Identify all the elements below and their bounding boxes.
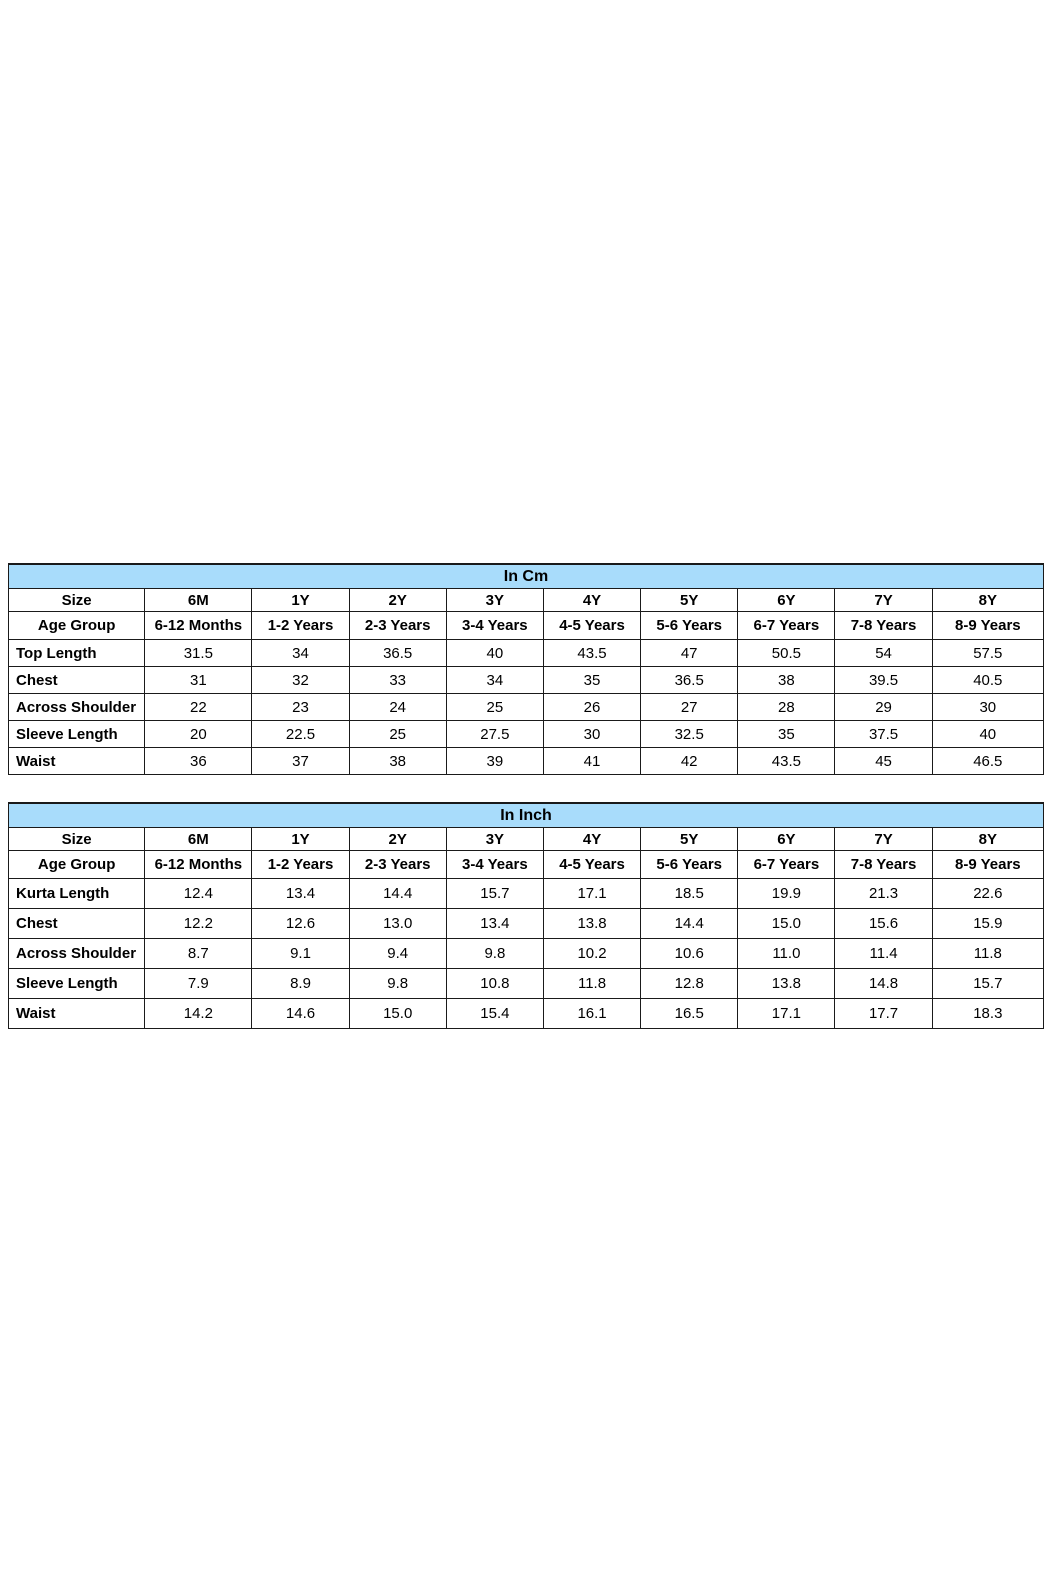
measurement-value: 36.5 bbox=[349, 640, 446, 667]
measurement-value: 17.1 bbox=[543, 879, 640, 909]
measurement-value: 23 bbox=[252, 694, 349, 721]
age-group-row bbox=[9, 851, 1044, 879]
measurement-label: Chest bbox=[9, 909, 145, 939]
age-group-cell: 1-2 Years bbox=[252, 851, 349, 879]
measurement-value: 30 bbox=[543, 721, 640, 748]
measurement-value: 12.8 bbox=[641, 969, 738, 999]
measurement-value: 11.0 bbox=[738, 939, 835, 969]
measurement-value: 32.5 bbox=[641, 721, 738, 748]
size-header-row bbox=[9, 828, 1044, 851]
measurement-value: 36 bbox=[145, 748, 252, 775]
measurement-value: 26 bbox=[543, 694, 640, 721]
age-group-label: Age Group bbox=[9, 612, 145, 640]
measurement-label: Chest bbox=[9, 667, 145, 694]
measurement-value: 47 bbox=[641, 640, 738, 667]
measurement-value: 24 bbox=[349, 694, 446, 721]
measurement-value: 45 bbox=[835, 748, 932, 775]
size-header-cell: 5Y bbox=[641, 828, 738, 851]
measurement-value: 15.0 bbox=[738, 909, 835, 939]
size-header-cell: 6M bbox=[145, 589, 252, 612]
measurement-value: 31.5 bbox=[145, 640, 252, 667]
measurement-value: 25 bbox=[349, 721, 446, 748]
measurement-value: 34 bbox=[252, 640, 349, 667]
size-header-cell: 8Y bbox=[932, 589, 1043, 612]
table-title-row bbox=[9, 564, 1044, 589]
age-group-cell: 2-3 Years bbox=[349, 851, 446, 879]
measurement-value: 57.5 bbox=[932, 640, 1043, 667]
measurement-value: 17.7 bbox=[835, 999, 932, 1029]
measurement-label: Sleeve Length bbox=[9, 721, 145, 748]
measurement-label: Across Shoulder bbox=[9, 939, 145, 969]
measurement-row bbox=[9, 909, 1044, 939]
measurement-value: 10.8 bbox=[446, 969, 543, 999]
measurement-value: 54 bbox=[835, 640, 932, 667]
size-label: Size bbox=[9, 828, 145, 851]
measurement-value: 15.9 bbox=[932, 909, 1043, 939]
measurement-value: 43.5 bbox=[738, 748, 835, 775]
measurement-value: 19.9 bbox=[738, 879, 835, 909]
measurement-value: 15.7 bbox=[446, 879, 543, 909]
measurement-value: 17.1 bbox=[738, 999, 835, 1029]
measurement-value: 11.8 bbox=[543, 969, 640, 999]
age-group-cell: 5-6 Years bbox=[641, 612, 738, 640]
measurement-value: 31 bbox=[145, 667, 252, 694]
measurement-value: 12.4 bbox=[145, 879, 252, 909]
measurement-value: 12.2 bbox=[145, 909, 252, 939]
size-header-row bbox=[9, 589, 1044, 612]
measurement-value: 13.4 bbox=[446, 909, 543, 939]
measurement-value: 14.2 bbox=[145, 999, 252, 1029]
measurement-value: 10.6 bbox=[641, 939, 738, 969]
age-group-cell: 1-2 Years bbox=[252, 612, 349, 640]
measurement-value: 14.8 bbox=[835, 969, 932, 999]
size-header-cell: 8Y bbox=[932, 828, 1043, 851]
measurement-value: 38 bbox=[349, 748, 446, 775]
measurement-value: 10.2 bbox=[543, 939, 640, 969]
age-group-cell: 4-5 Years bbox=[543, 612, 640, 640]
age-group-cell: 8-9 Years bbox=[932, 851, 1043, 879]
measurement-value: 9.8 bbox=[446, 939, 543, 969]
measurement-value: 41 bbox=[543, 748, 640, 775]
measurement-value: 13.8 bbox=[543, 909, 640, 939]
measurement-value: 11.4 bbox=[835, 939, 932, 969]
measurement-label: Waist bbox=[9, 748, 145, 775]
measurement-row bbox=[9, 999, 1044, 1029]
measurement-value: 13.8 bbox=[738, 969, 835, 999]
measurement-value: 9.1 bbox=[252, 939, 349, 969]
size-header-cell: 6Y bbox=[738, 828, 835, 851]
measurement-value: 35 bbox=[543, 667, 640, 694]
measurement-value: 39 bbox=[446, 748, 543, 775]
measurement-value: 8.9 bbox=[252, 969, 349, 999]
measurement-value: 14.4 bbox=[349, 879, 446, 909]
measurement-value: 15.7 bbox=[932, 969, 1043, 999]
measurement-value: 25 bbox=[446, 694, 543, 721]
age-group-cell: 8-9 Years bbox=[932, 612, 1043, 640]
measurement-value: 14.4 bbox=[641, 909, 738, 939]
age-group-cell: 7-8 Years bbox=[835, 851, 932, 879]
measurement-row bbox=[9, 721, 1044, 748]
age-group-cell: 4-5 Years bbox=[543, 851, 640, 879]
measurement-row bbox=[9, 969, 1044, 999]
measurement-value: 18.5 bbox=[641, 879, 738, 909]
measurement-value: 36.5 bbox=[641, 667, 738, 694]
measurement-value: 15.4 bbox=[446, 999, 543, 1029]
size-header-cell: 2Y bbox=[349, 589, 446, 612]
size-chart-inch-table bbox=[8, 802, 1044, 1029]
measurement-row bbox=[9, 640, 1044, 667]
measurement-row bbox=[9, 694, 1044, 721]
age-group-cell: 2-3 Years bbox=[349, 612, 446, 640]
size-header-cell: 3Y bbox=[446, 589, 543, 612]
size-header-cell: 4Y bbox=[543, 828, 640, 851]
measurement-label: Across Shoulder bbox=[9, 694, 145, 721]
measurement-value: 30 bbox=[932, 694, 1043, 721]
age-group-cell: 3-4 Years bbox=[446, 612, 543, 640]
measurement-value: 21.3 bbox=[835, 879, 932, 909]
measurement-value: 28 bbox=[738, 694, 835, 721]
measurement-value: 11.8 bbox=[932, 939, 1043, 969]
age-group-label: Age Group bbox=[9, 851, 145, 879]
age-group-cell: 6-12 Months bbox=[145, 612, 252, 640]
size-chart-cm-table bbox=[8, 563, 1044, 775]
size-header-cell: 2Y bbox=[349, 828, 446, 851]
measurement-row bbox=[9, 879, 1044, 909]
measurement-label: Waist bbox=[9, 999, 145, 1029]
measurement-value: 29 bbox=[835, 694, 932, 721]
measurement-value: 15.0 bbox=[349, 999, 446, 1029]
size-header-cell: 6M bbox=[145, 828, 252, 851]
measurement-label: Top Length bbox=[9, 640, 145, 667]
measurement-row bbox=[9, 667, 1044, 694]
age-group-row bbox=[9, 612, 1044, 640]
measurement-value: 39.5 bbox=[835, 667, 932, 694]
measurement-value: 50.5 bbox=[738, 640, 835, 667]
table-title-row bbox=[9, 803, 1044, 828]
size-header-cell: 1Y bbox=[252, 589, 349, 612]
table-title: In Inch bbox=[9, 803, 1044, 828]
measurement-value: 27 bbox=[641, 694, 738, 721]
age-group-cell: 6-12 Months bbox=[145, 851, 252, 879]
measurement-value: 16.1 bbox=[543, 999, 640, 1029]
measurement-value: 22.6 bbox=[932, 879, 1043, 909]
measurement-value: 35 bbox=[738, 721, 835, 748]
measurement-value: 40 bbox=[932, 721, 1043, 748]
measurement-value: 37 bbox=[252, 748, 349, 775]
measurement-value: 34 bbox=[446, 667, 543, 694]
measurement-value: 32 bbox=[252, 667, 349, 694]
table-title: In Cm bbox=[9, 564, 1044, 589]
measurement-value: 13.0 bbox=[349, 909, 446, 939]
measurement-value: 27.5 bbox=[446, 721, 543, 748]
measurement-value: 9.4 bbox=[349, 939, 446, 969]
size-header-cell: 7Y bbox=[835, 828, 932, 851]
age-group-cell: 6-7 Years bbox=[738, 612, 835, 640]
measurement-value: 14.6 bbox=[252, 999, 349, 1029]
age-group-cell: 3-4 Years bbox=[446, 851, 543, 879]
size-header-cell: 6Y bbox=[738, 589, 835, 612]
age-group-cell: 6-7 Years bbox=[738, 851, 835, 879]
measurement-value: 7.9 bbox=[145, 969, 252, 999]
size-header-cell: 3Y bbox=[446, 828, 543, 851]
measurement-value: 22.5 bbox=[252, 721, 349, 748]
measurement-label: Kurta Length bbox=[9, 879, 145, 909]
measurement-value: 22 bbox=[145, 694, 252, 721]
measurement-row bbox=[9, 748, 1044, 775]
size-header-cell: 5Y bbox=[641, 589, 738, 612]
measurement-value: 15.6 bbox=[835, 909, 932, 939]
measurement-value: 16.5 bbox=[641, 999, 738, 1029]
measurement-value: 18.3 bbox=[932, 999, 1043, 1029]
measurement-row bbox=[9, 939, 1044, 969]
age-group-cell: 5-6 Years bbox=[641, 851, 738, 879]
measurement-value: 42 bbox=[641, 748, 738, 775]
measurement-value: 9.8 bbox=[349, 969, 446, 999]
measurement-value: 43.5 bbox=[543, 640, 640, 667]
age-group-cell: 7-8 Years bbox=[835, 612, 932, 640]
size-header-cell: 1Y bbox=[252, 828, 349, 851]
measurement-value: 13.4 bbox=[252, 879, 349, 909]
measurement-value: 33 bbox=[349, 667, 446, 694]
size-label: Size bbox=[9, 589, 145, 612]
measurement-value: 40 bbox=[446, 640, 543, 667]
measurement-value: 20 bbox=[145, 721, 252, 748]
measurement-value: 38 bbox=[738, 667, 835, 694]
measurement-value: 37.5 bbox=[835, 721, 932, 748]
measurement-value: 8.7 bbox=[145, 939, 252, 969]
measurement-value: 46.5 bbox=[932, 748, 1043, 775]
size-header-cell: 7Y bbox=[835, 589, 932, 612]
size-header-cell: 4Y bbox=[543, 589, 640, 612]
measurement-value: 12.6 bbox=[252, 909, 349, 939]
measurement-value: 40.5 bbox=[932, 667, 1043, 694]
measurement-label: Sleeve Length bbox=[9, 969, 145, 999]
